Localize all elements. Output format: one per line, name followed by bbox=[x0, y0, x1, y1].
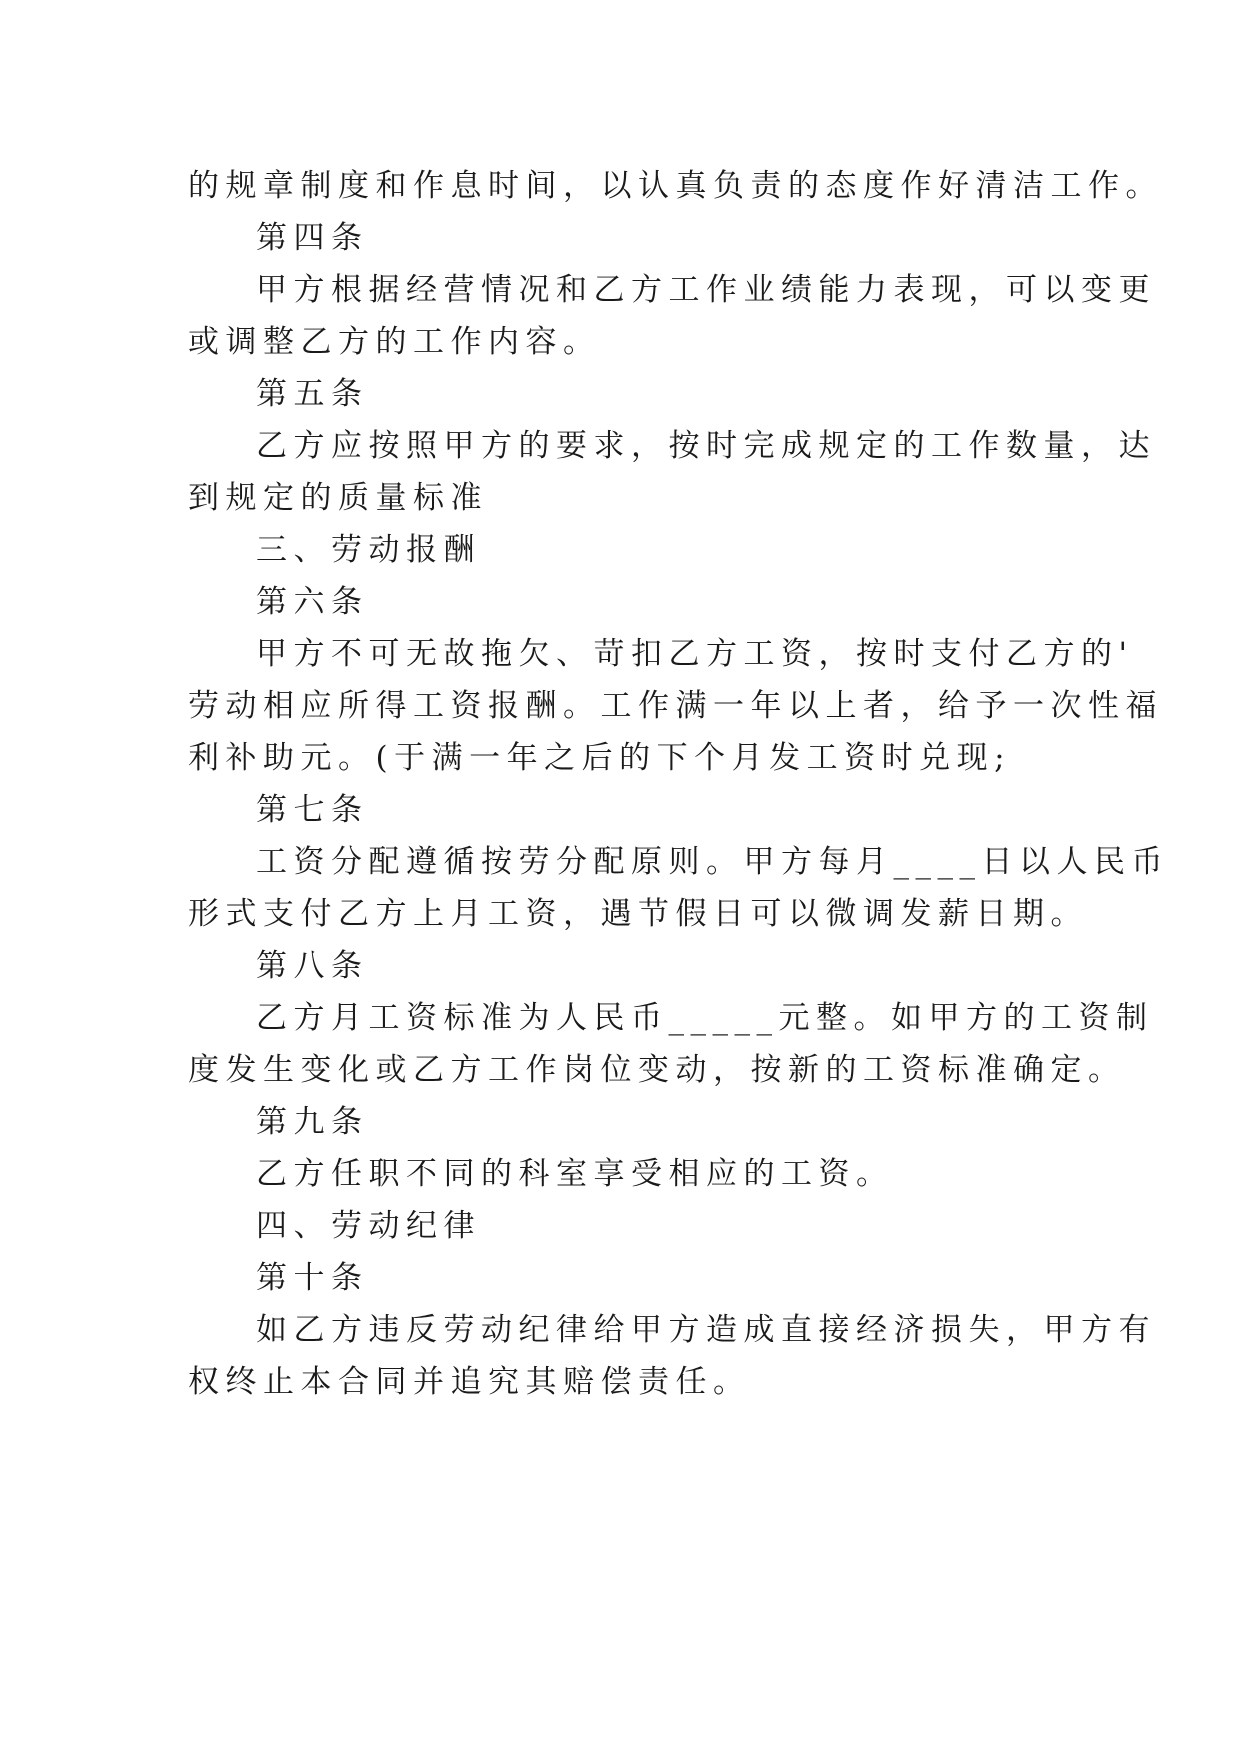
paragraph-line: 度发生变化或乙方工作岗位变动，按新的工资标准确定。 bbox=[188, 1052, 1126, 1088]
paragraph-line: 或调整乙方的工作内容。 bbox=[188, 324, 601, 360]
section-heading: 四、劳动纪律 bbox=[256, 1208, 481, 1244]
section-heading: 三、劳动报酬 bbox=[256, 532, 481, 568]
article-heading: 第八条 bbox=[256, 948, 369, 984]
paragraph-line: 利补助元。(于满一年之后的下个月发工资时兑现; bbox=[188, 740, 1012, 776]
paragraph-line: 乙方月工资标准为人民币_____元整。如甲方的工资制 bbox=[256, 1000, 1154, 1036]
article-heading: 第六条 bbox=[256, 584, 369, 620]
paragraph-line: 的规章制度和作息时间，以认真负责的态度作好清洁工作。 bbox=[188, 168, 1163, 204]
article-heading: 第四条 bbox=[256, 220, 369, 256]
paragraph-line: 劳动相应所得工资报酬。工作满一年以上者，给予一次性福 bbox=[188, 688, 1163, 724]
paragraph-line: 形式支付乙方上月工资，遇节假日可以微调发薪日期。 bbox=[188, 896, 1088, 932]
paragraph-line: 乙方应按照甲方的要求，按时完成规定的工作数量，达 bbox=[256, 428, 1156, 464]
paragraph-line: 甲方根据经营情况和乙方工作业绩能力表现，可以变更 bbox=[256, 272, 1156, 308]
article-heading: 第七条 bbox=[256, 792, 369, 828]
paragraph-line: 到规定的质量标准 bbox=[188, 480, 488, 516]
paragraph-line: 权终止本合同并追究其赔偿责任。 bbox=[188, 1364, 751, 1400]
article-heading: 第九条 bbox=[256, 1104, 369, 1140]
paragraph-line: 工资分配遵循按劳分配原则。甲方每月____日以人民币 bbox=[256, 844, 1169, 880]
article-heading: 第十条 bbox=[256, 1260, 369, 1296]
article-heading: 第五条 bbox=[256, 376, 369, 412]
paragraph-line: 如乙方违反劳动纪律给甲方造成直接经济损失，甲方有 bbox=[256, 1312, 1156, 1348]
paragraph-line: 甲方不可无故拖欠、苛扣乙方工资，按时支付乙方的' bbox=[256, 636, 1134, 672]
paragraph-line: 乙方任职不同的科室享受相应的工资。 bbox=[256, 1156, 894, 1192]
